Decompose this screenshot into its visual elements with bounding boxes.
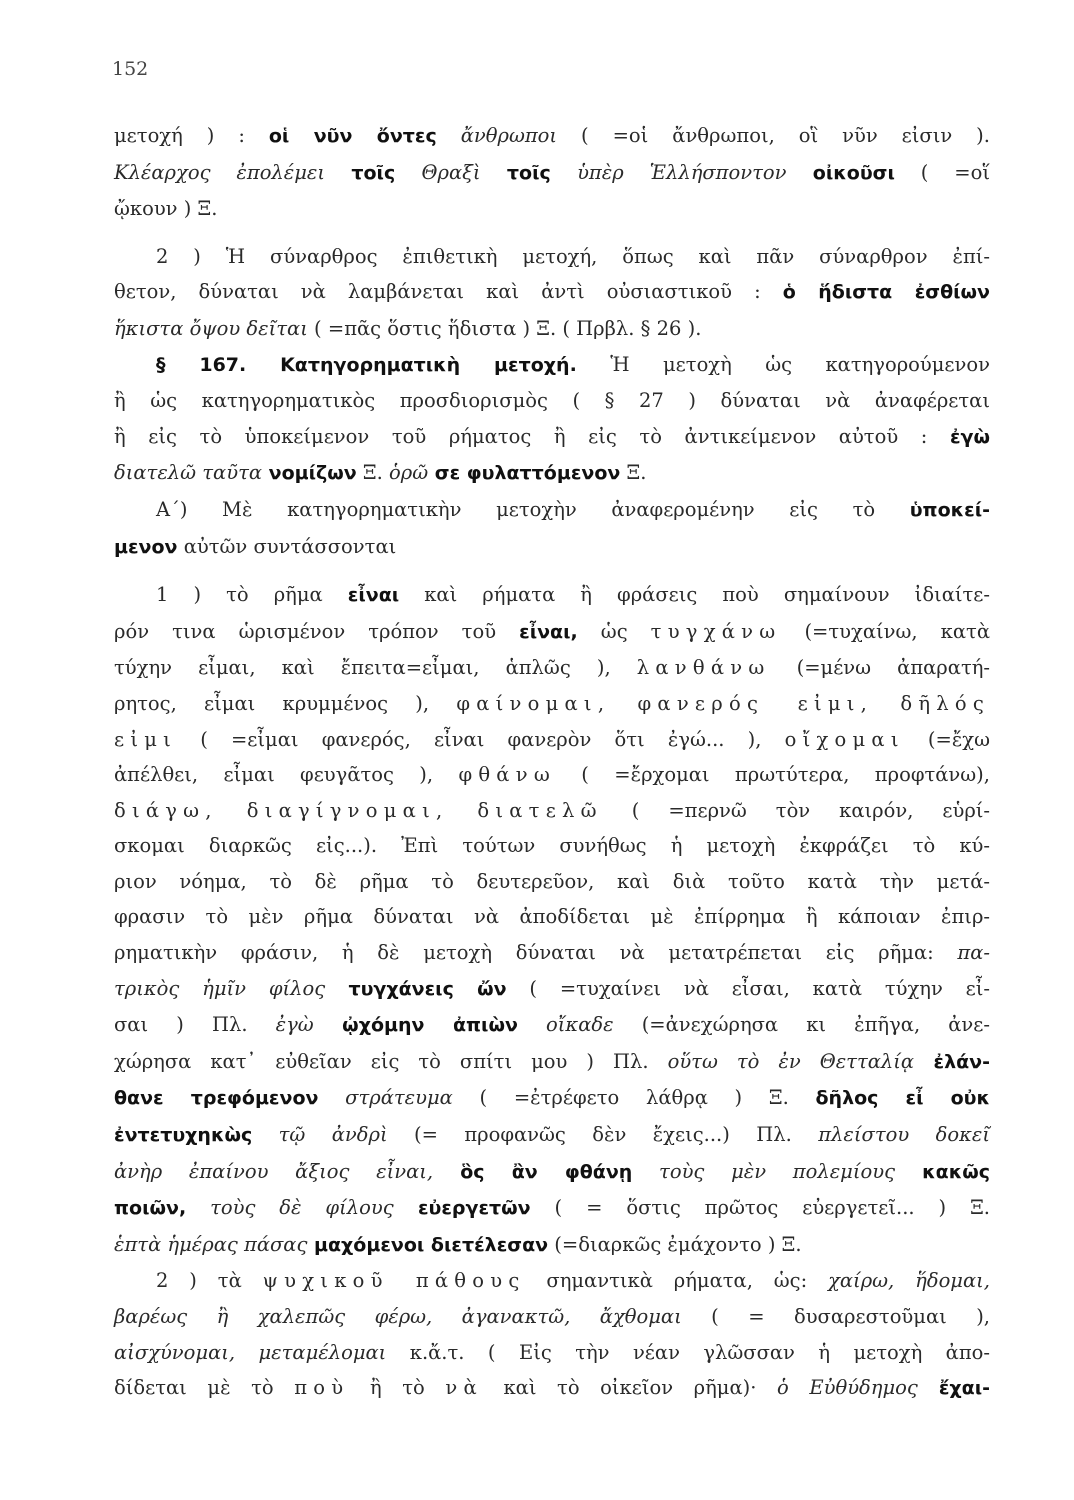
text-line: Α΄) Μὲ κατηγορηματικὴν μετοχὴν ἀναφερομένην εἰς τὸ ὑποκεί- [156,497,990,521]
page-number: 152 [112,58,149,80]
text-line: ἑπτὰ ἡμέρας πάσας μαχόμενοι διετέλεσαν (=διαρκῶς ἐμάχοντο ) Ξ. [114,1232,802,1256]
text-line: ἢ ὡς κατηγορηματικὸς προσδιορισμὸς ( § 27 ) δύναται νὰ ἀναφέρεται [114,389,990,413]
text-line: ριον νόημα, τὸ δὲ ρῆμα τὸ δευτερεῦον, καὶ διὰ τοῦτο κατὰ τὴν μετά- [114,869,990,893]
body-text [114,118,990,1407]
text-line: διάγω, διαγίγνομαι, διατελῶ ( =περνῶ τὸν καιρόν, εὑρί- [114,798,991,822]
text-line: ποιῶν, τοὺς δὲ φίλους εὐεργετῶν ( = ὅστις πρῶτος εὐεργετεῖ... ) Ξ. [114,1196,990,1220]
text-line: θανε τρεφόμενον στράτευμα ( =ἐτρέφετο λάθρᾳ ) Ξ. δῆλος εἶ οὐκ [114,1086,990,1110]
text-line: τρικὸς ἡμῖν φίλος τυγχάνεις ὤν ( =τυχαίνει νὰ εἶσαι, κατὰ τύχην εἶ- [114,976,990,1000]
text-line: 2 ) τὰ ψυχικοῦ πάθους σημαντικὰ ρήματα, ὡς: χαίρω, ἥδομαι, [156,1269,990,1293]
text-line: 2 ) Ἡ σύναρθρος ἐπιθετικὴ μετοχή, ὅπως καὶ πᾶν σύναρθρον ἐπί- [156,244,990,268]
text-line: ἀπέλθει, εἶμαι φευγᾶτος ), φθάνω ( =ἔρχομαι πρωτύτερα, προφτάνω), [114,763,990,787]
section-heading-line: § 167. Κατηγορηματικὴ μετοχή. Ἡ μετοχὴ ὡς κατηγορούμενον [156,352,990,376]
text-line: ρητος, εἶμαι κρυμμένος ), φαίνομαι, φανερός εἰμι, δῆλός [114,691,990,715]
text-line: θετον, δύναται νὰ λαμβάνεται καὶ ἀντὶ οὐσιαστικοῦ : ὁ ἥδιστα ἐσθίων [114,280,990,304]
text-line: ἢ εἰς τὸ ὑποκείμενον τοῦ ρήματος ἢ εἰς τὸ ἀντικείμενον αὐτοῦ : ἐγὼ [114,424,990,448]
text-line: φρασιν τὸ μὲν ρῆμα δύναται νὰ ἀποδίδεται μὲ ἐπίρρημα ἢ κάποιαν ἐπιρ- [114,905,990,929]
text-line: ἀνὴρ ἐπαίνου ἄξιος εἶναι, ὃς ἂν φθάνῃ τοὺς μὲν πολεμίους κακῶς [114,1159,991,1183]
text-line: Κλέαρχος ἐπολέμει τοῖς Θραξὶ τοῖς ὑπὲρ Ἑλλήσποντον οἰκοῦσι ( =οἵ [114,160,991,184]
text-line: ἐντετυχηκὼς τῷ ἀνδρὶ (= προφανῶς δὲν ἔχεις...) Πλ. πλείστου δοκεῖ [114,1123,990,1147]
text-line: ᾤκουν ) Ξ. [114,197,218,221]
text-line: δίδεται μὲ τὸ ποὺ ἢ τὸ νὰ καὶ τὸ οἰκεῖον ρῆμα)· ὁ Εὐθύδημος ἔχαι- [114,1376,990,1400]
text-line: μετοχή ) : οἱ νῦν ὄντες ἄνθρωποι ( =οἱ ἄνθρωποι, οἳ νῦν εἰσιν ). [114,124,990,147]
text-line: βαρέως ἢ χαλεπῶς φέρω, ἀγανακτῶ, ἄχθομαι ( = δυσαρεστοῦμαι ), [114,1305,990,1328]
text-line: μενον αὐτῶν συντάσσονται [114,534,397,558]
text-line: διατελῶ ταῦτα νομίζων Ξ. ὁρῶ σε φυλαττόμενον Ξ. [114,461,647,485]
text-line: εἰμι ( =εἶμαι φανερός, εἶναι φανερὸν ὅτι ἐγώ... ), οἴχομαι (=ἔχω [114,727,991,751]
text-line: αἰσχύνομαι, μεταμέλομαι κ.ἄ.τ. ( Εἰς τὴν νέαν γλῶσσαν ἡ μετοχὴ ἀπο- [114,1340,990,1364]
text-line: 1 ) τὸ ρῆμα εἶναι καὶ ρήματα ἢ φράσεις ποὺ σημαίνουν ἰδιαίτε- [156,583,990,607]
text-line: ρόν τινα ὡρισμένον τρόπον τοῦ εἶναι, ὡς τυγχάνω (=τυχαίνω, κατὰ [114,619,990,643]
text-line: ρηματικὴν φράσιν, ἡ δὲ μετοχὴ δύναται νὰ μετατρέπεται εἰς ρῆμα: πα- [114,941,990,965]
text-line: χώρησα κατ᾽ εὐθεῖαν εἰς τὸ σπίτι μου ) Πλ. οὕτω τὸ ἐν Θετταλίᾳ ἐλάν- [114,1049,990,1073]
text-line: σκομαι διαρκῶς εἰς...). Ἐπὶ τούτων συνήθως ἡ μετοχὴ ἐκφράζει τὸ κύ- [114,834,990,858]
text-line: τύχην εἶμαι, καὶ ἔπειτα=εἶμαι, ἁπλῶς ), λανθάνω (=μένω ἀπαρατή- [114,656,990,680]
text-line: ἥκιστα ὄψου δεῖται ( =πᾶς ὅστις ἥδιστα ) Ξ. ( Πρβλ. § 26 ). [114,316,702,340]
text-line: σαι ) Πλ. ἐγὼ ᾠχόμην ἀπιὼν οἴκαδε (=ἀνεχώρησα κι ἐπῆγα, ἀνε- [114,1013,990,1037]
